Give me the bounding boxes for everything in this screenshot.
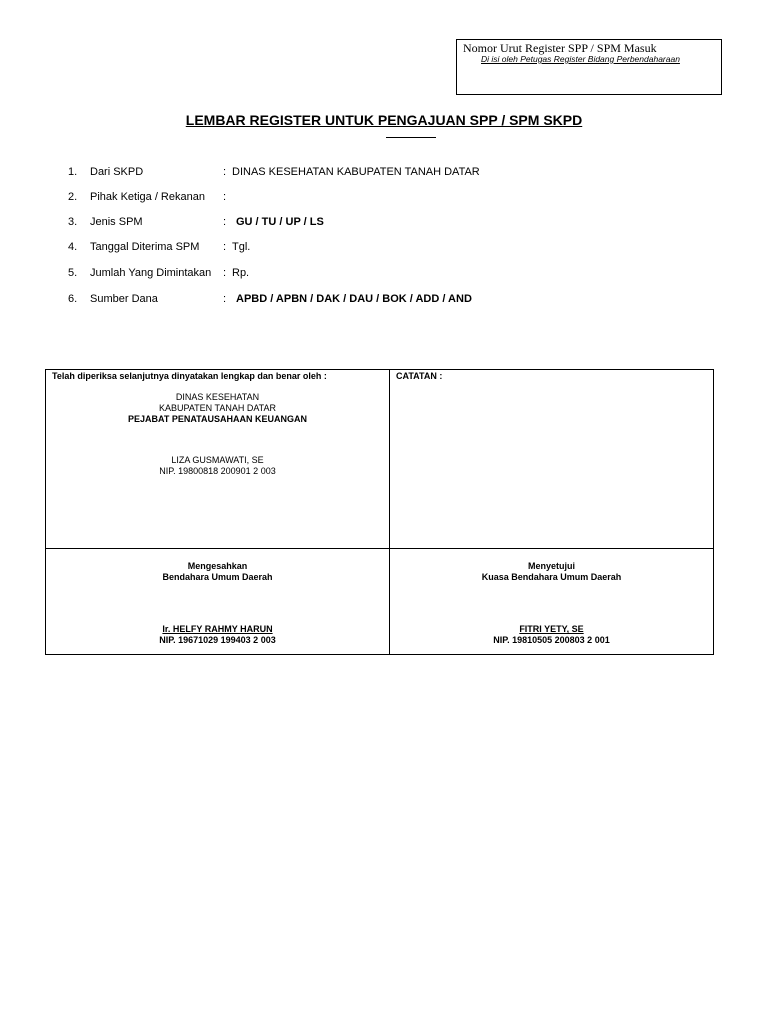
register-number-subtitle: Di isi oleh Petugas Register Bidang Perbendaharaan [481,54,680,64]
check-heading: Telah diperiksa selanjutnya dinyatakan lengkap dan benar oleh : [52,371,327,381]
org-line-2: KABUPATEN TANAH DATAR [158,403,277,413]
left-signer-name: Ir. HELFY RAHMY HARUN [162,624,273,634]
officer-nip: NIP. 19800818 200901 2 003 [159,466,276,476]
left-role-1: Mengesahkan [187,561,248,571]
item-number: 6. [68,293,78,305]
left-role-2: Bendahara Umum Daerah [162,572,273,582]
item-label: Jenis SPM [90,216,143,228]
item-number: 5. [68,267,78,279]
page-title: LEMBAR REGISTER UNTUK PENGAJUAN SPP / SPM SKPD [185,112,583,128]
notes-cell [390,370,714,549]
item-value: APBD / APBN / DAK / DAU / BOK / ADD / AND [236,293,472,305]
item-value: DINAS KESEHATAN KABUPATEN TANAH DATAR [232,166,480,178]
right-signature-cell [390,549,714,655]
left-signer-nip: NIP. 19671029 199403 2 003 [159,635,276,645]
register-number-box [456,39,722,95]
item-number: 4. [68,241,78,253]
item-value: Tgl. [232,241,251,253]
item-number: 2. [68,191,78,203]
right-role-1: Menyetujui [527,561,575,571]
notes-label: CATATAN : [396,371,443,381]
left-signature-cell [46,549,390,655]
item-colon: : [223,216,227,228]
item-colon: : [223,293,227,305]
org-line-3: PEJABAT PENATAUSAHAAN KEUANGAN [127,414,307,424]
item-label: Pihak Ketiga / Rekanan [90,191,205,203]
verification-cell [46,370,390,549]
item-number: 3. [68,216,78,228]
item-colon: : [223,267,227,279]
item-colon: : [223,191,227,203]
org-line-1: DINAS KESEHATAN [175,392,260,402]
right-role-2: Kuasa Bendahara Umum Daerah [481,572,622,582]
item-label: Dari SKPD [90,166,144,178]
item-colon: : [223,166,227,178]
item-value: GU / TU / UP / LS [236,216,324,228]
register-number-title: Nomor Urut Register SPP / SPM Masuk [463,41,657,55]
item-colon: : [223,241,227,253]
item-number: 1. [68,166,78,178]
officer-name: LIZA GUSMAWATI, SE [171,455,264,465]
item-value: Rp. [232,267,250,279]
item-label: Jumlah Yang Dimintakan [90,267,212,279]
verification-table [45,369,714,655]
item-label: Sumber Dana [90,293,158,305]
item-label: Tanggal Diterima SPM [90,241,200,253]
right-signer-name: FITRI YETY, SE [519,624,584,634]
title-divider [386,137,436,138]
right-signer-nip: NIP. 19810505 200803 2 001 [493,635,610,645]
